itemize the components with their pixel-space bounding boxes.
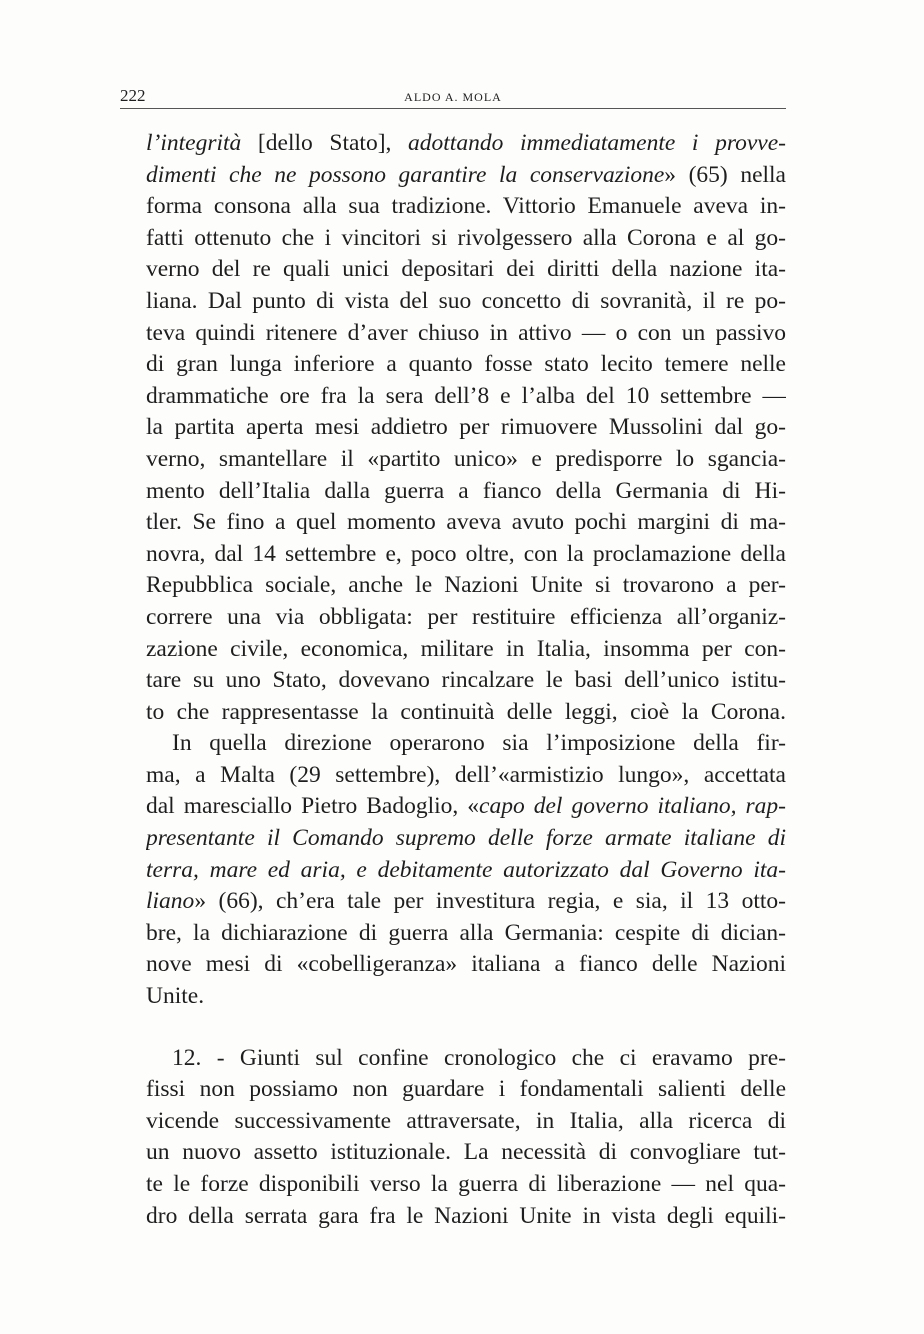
text-span: [dello Stato],: [241, 130, 409, 156]
text-span: » (66), ch’era tale per investitura regia, e sia, il 13 otto-: [194, 888, 786, 915]
text-span: » (65) nella: [664, 161, 786, 188]
text-line: te le forze disponibili verso la guerra di liberazione — nel qua-: [146, 1171, 786, 1197]
italic-text: capo del governo italiano, rap-: [479, 793, 786, 820]
text-line: [146, 791, 786, 823]
text-line: In quella direzione operarono sia l’imposizione della fir-: [172, 730, 786, 757]
text-line: tare su uno Stato, dovevano rincalzare le basi dell’unico istitu-: [146, 667, 786, 694]
text-line: vicende successivamente attraversate, in Italia, alla ricerca di: [146, 1107, 786, 1134]
text-line: [146, 886, 786, 918]
italic-text: presentante il Comando supremo delle forze armate italiane di: [146, 825, 786, 852]
text-line: [146, 855, 786, 887]
running-header: [120, 86, 786, 109]
text-line: la partita aperta mesi addietro per rimuovere Mussolini dal go-: [146, 414, 786, 441]
text-line: tler. Se fino a quel momento aveva avuto pochi margini di ma-: [146, 509, 786, 536]
text-line: Unite.: [146, 983, 205, 1010]
text-line: ma, a Malta (29 settembre), dell’«armistizio lungo», accettata: [146, 761, 786, 788]
text-line: fissi non possiamo non guardare i fondamentali salienti delle: [146, 1076, 786, 1103]
text-line: drammatiche ore fra la sera dell’8 e l’alba del 10 settembre —: [146, 382, 786, 409]
text-line: nove mesi di «cobelligeranza» italiana a fianco delle Nazioni: [146, 951, 786, 978]
italic-text: terra, mare ed aria, e debitamente autorizzato dal Governo ita-: [146, 856, 786, 883]
text-line: verno, smantellare il «partito unico» e predisporre lo sgancia-: [146, 445, 786, 472]
text-line: di gran lunga inferiore a quanto fosse stato lecito temere nelle: [146, 351, 786, 378]
text-line: zazione civile, economica, militare in Italia, insomma per con-: [146, 635, 786, 662]
text-line: [146, 128, 786, 160]
text-line: bre, la dichiarazione di guerra alla Germania: cespite di dician-: [146, 919, 786, 946]
text-line: [146, 160, 786, 192]
section-gap: [146, 1013, 786, 1043]
text-line: dro della serrata gara fra le Nazioni Unite in vista degli equili-: [146, 1202, 786, 1229]
text-line: verno del re quali unici depositari dei diritti della nazione ita-: [146, 256, 786, 283]
page-number: 222: [120, 86, 146, 105]
text-line: [146, 823, 786, 855]
text-span: dal maresciallo Pietro Badoglio, «: [146, 793, 480, 820]
text-line: novra, dal 14 settembre e, poco oltre, con la proclamazione della: [146, 540, 786, 567]
text-line: mento dell’Italia dalla guerra a fianco della Germania di Hi-: [146, 477, 786, 504]
italic-text: dimenti che ne possono garantire la conservazione: [146, 161, 665, 188]
text-line: un nuovo assetto istituzionale. La necessità di convogliare tut-: [146, 1139, 786, 1166]
text-line: to che rappresentasse la continuità delle leggi, cioè la Corona.: [146, 698, 786, 725]
text-line: liana. Dal punto di vista del suo concetto di sovranità, il re po-: [146, 287, 786, 314]
italic-text: l’integrità: [146, 130, 242, 156]
body-text: [146, 128, 786, 1232]
text-line: fatti ottenuto che i vincitori si rivolgessero alla Corona e al go-: [146, 224, 786, 251]
text-line: forma consona alla sua tradizione. Vittorio Emanuele aveva in-: [146, 193, 786, 220]
text-line: correre una via obbligata: per restituire efficienza all’organiz-: [146, 603, 786, 630]
running-head-author: ALDO A. MOLA: [404, 90, 502, 104]
section-heading-line: 12. - Giunti sul confine cronologico che ci eravamo pre-: [172, 1044, 786, 1071]
text-line: teva quindi ritenere d’aver chiuso in attivo — o con un passivo: [146, 319, 786, 346]
italic-text: adottando immediatamente i provve-: [408, 130, 786, 156]
text-line: Repubblica sociale, anche le Nazioni Unite si trovarono a per-: [146, 572, 786, 599]
italic-text: liano: [146, 888, 195, 915]
